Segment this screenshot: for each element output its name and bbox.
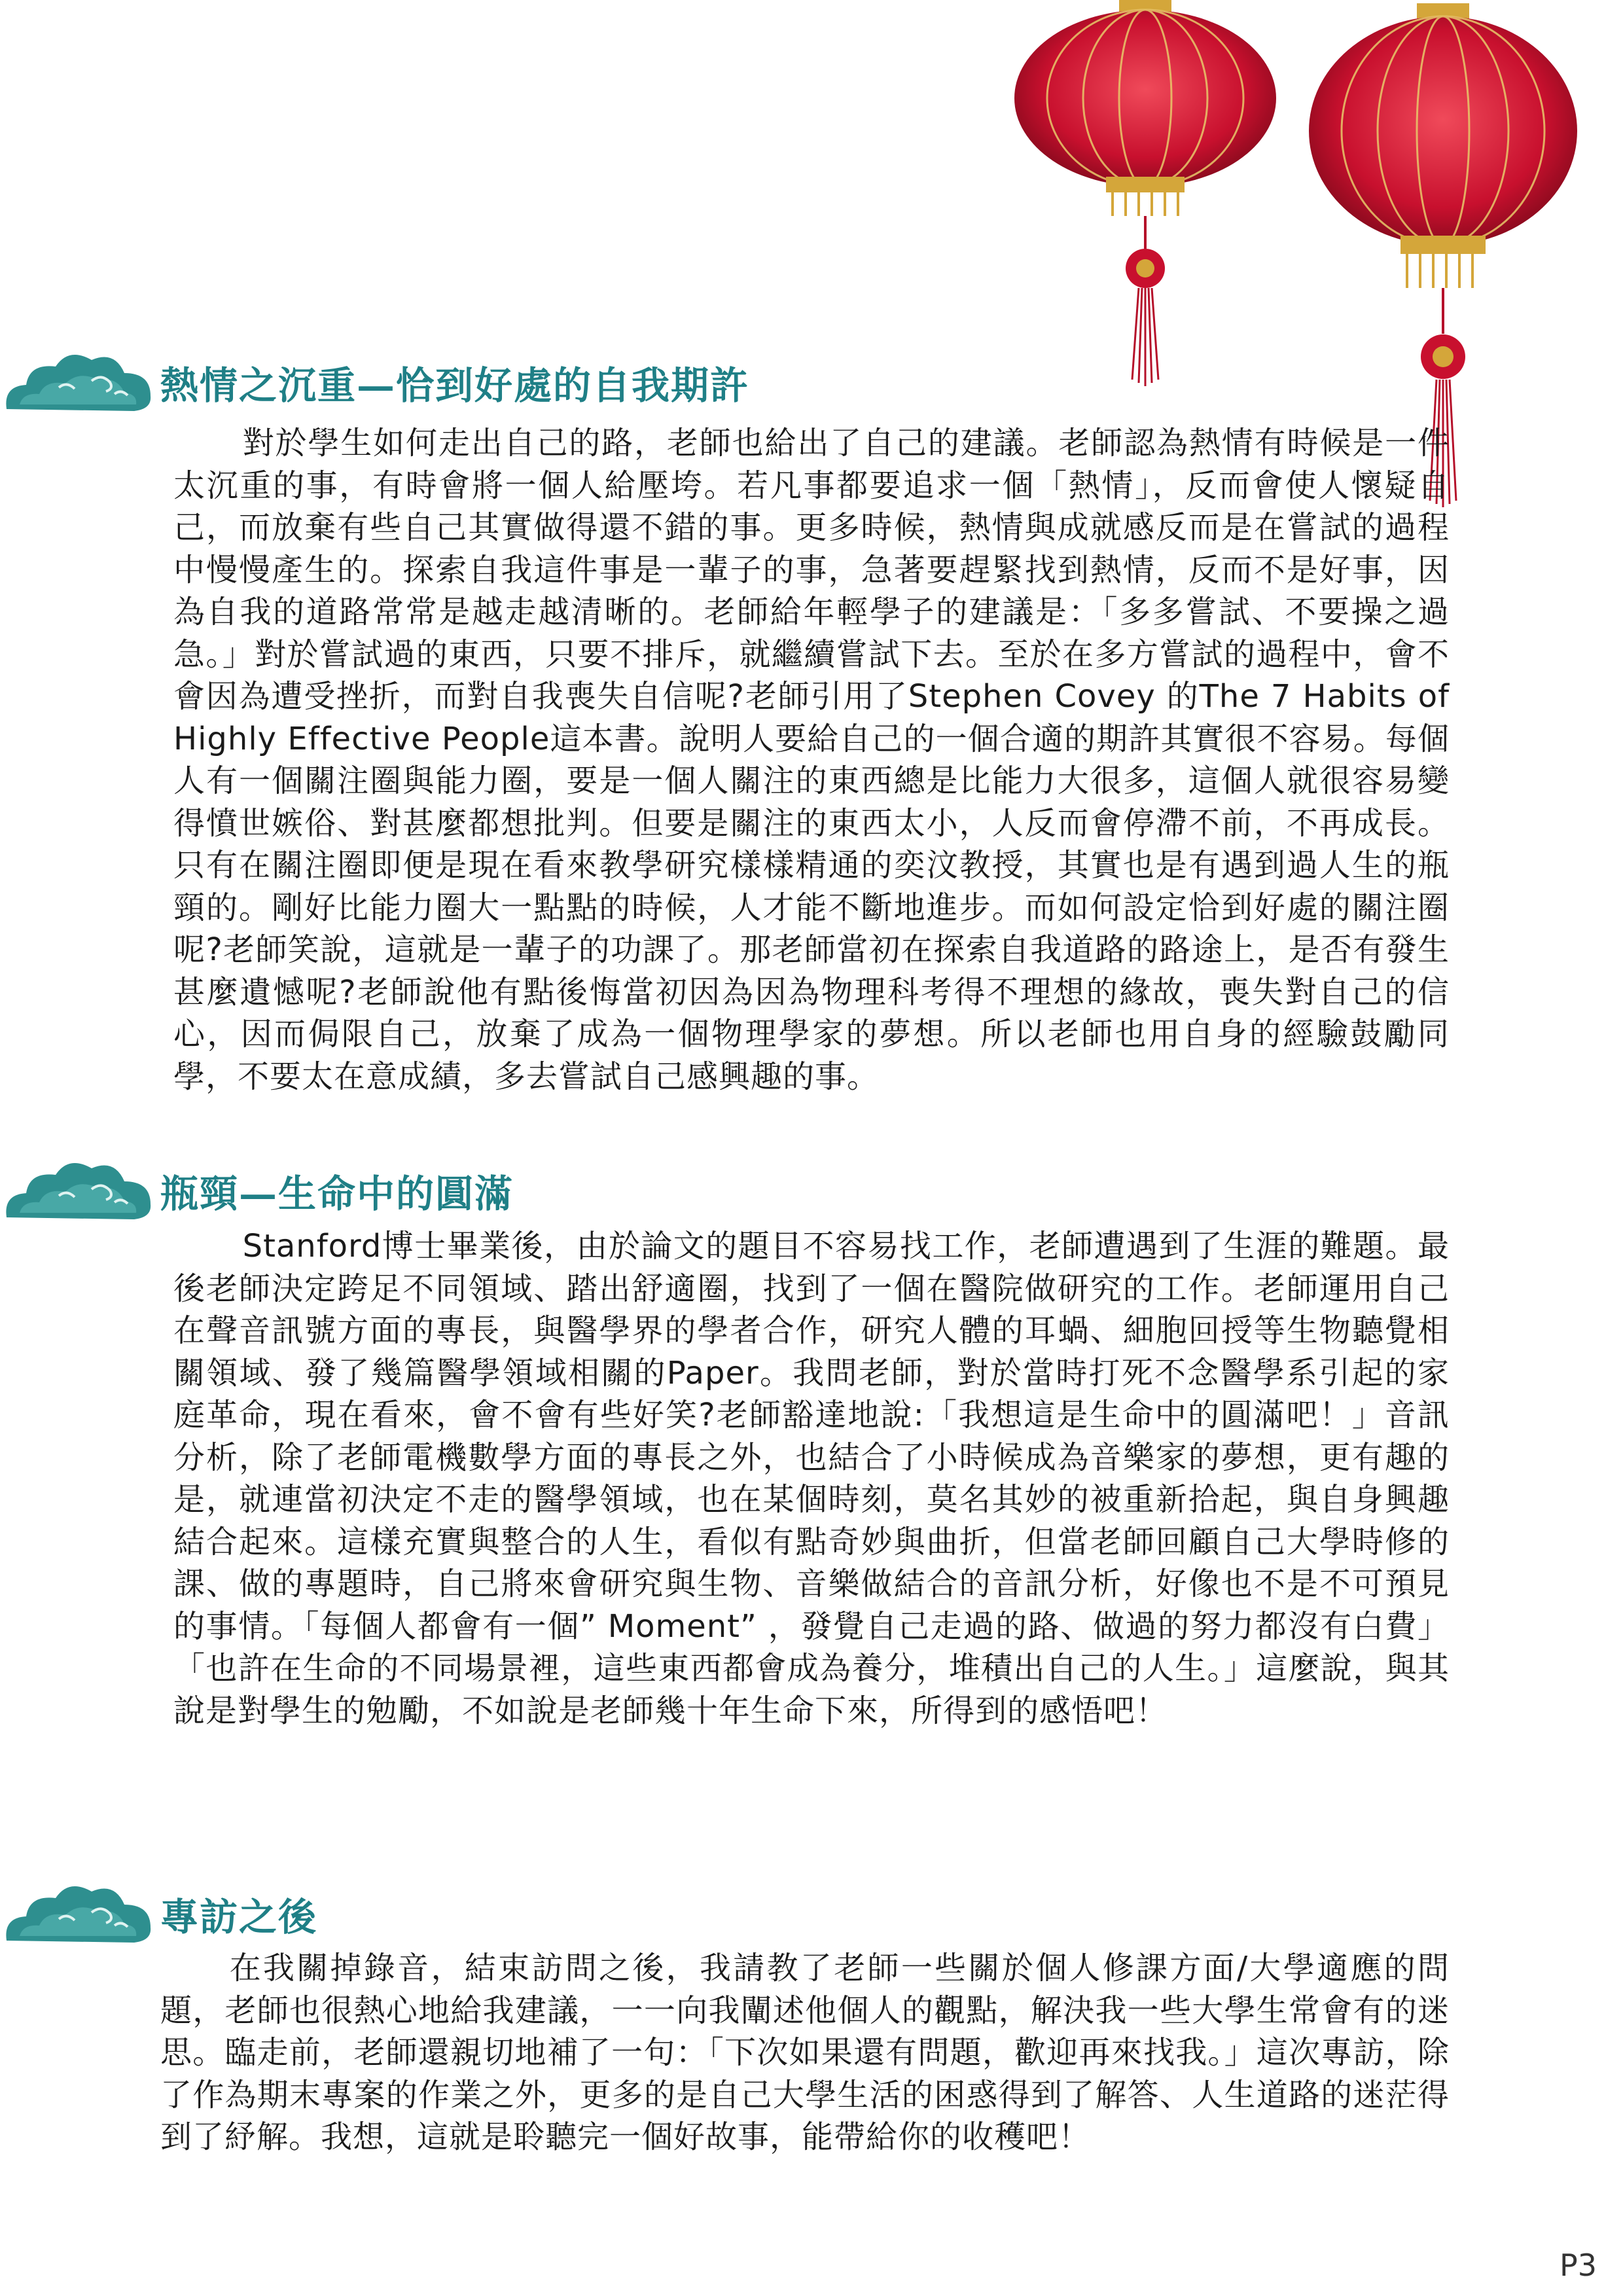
- section-body: [160, 1947, 1450, 2159]
- section-heading-row: [0, 340, 1623, 432]
- cloud-ornament-icon: [0, 1872, 157, 1950]
- section-body: [173, 422, 1450, 1098]
- cloud-ornament-icon: [0, 1149, 157, 1227]
- section-body: [173, 1225, 1450, 1732]
- section-heading: 專訪之後: [160, 1895, 318, 1939]
- section-heading: 熱情之沉重—恰到好處的自我期許: [160, 363, 750, 408]
- paragraph: 對於學生如何走出自己的路，老師也給出了自己的建議。老師認為熱情有時候是一件太沉重的事，有時會將一個人給壓垮。若凡事都要追求一個「熱情」，反而會使人懷疑自己，而放棄有些自己其實做得還不錯的事。更多時候，熱情與成就感反而是在嘗試的過程中慢慢產生的。探索自我這件事是一輩子的事，急著要趕緊找到熱情，反而不是好事，因為自我的道路常常是越走越清晰的。老師給年輕學子的建議是：「多多嘗試、不要操之過急。」對於嘗試過的東西，只要不排斥，就繼續嘗試下去。至於在多方嘗試的過程中，會不會因為遭受挫折，而對自我喪失自信呢?老師引用了Stephen Covey 的The 7 Habits of Highly Effective People這本書。說明人要給自己的一個合適的期許其實很不容易。每個人有一個關注圈與能力圈，要是一個人關注的東西總是比能力大很多，這個人就很容易變得憤世嫉俗、對甚麼都想批判。但要是關注的東西太小，人反而會停滯不前，不再成長。只有在關注圈即便是現在看來教學研究樣樣精通的奕汶教授，其實也是有遇到過人生的瓶頸的。剛好比能力圈大一點點的時候，人才能不斷地進步。而如何設定恰到好處的關注圈呢?老師笑說，這就是一輩子的功課了。那老師當初在探索自我道路的路途上，是否有發生甚麼遺憾呢?老師說他有點後悔當初因為因為物理科考得不理想的緣故，喪失對自己的信心，因而侷限自己，放棄了成為一個物理學家的夢想。所以老師也用自身的經驗鼓勵同學，不要太在意成績，多去嘗試自己感興趣的事。: [173, 425, 1450, 1095]
- section-heading: 瓶頸—生命中的圓滿: [160, 1172, 514, 1216]
- paragraph: 在我關掉錄音，結束訪問之後，我請教了老師一些關於個人修課方面/大學適應的問題，老師也很熱心地給我建議，一一向我闡述他個人的觀點，解決我一些大學生常會有的迷思。臨走前，老師還親切地補了一句：「下次如果還有問題，歡迎再來找我。」這次專訪，除了作為期末專案的作業之外，更多的是自己大學生活的困惑得到了解答、人生道路的迷茫得到了紓解。我想，這就是聆聽完一個好故事，能帶給你的收穫吧！: [160, 1950, 1450, 2155]
- paragraph: Stanford博士畢業後，由於論文的題目不容易找工作，老師遭遇到了生涯的難題。最後老師決定跨足不同領域、踏出舒適圈，找到了一個在醫院做研究的工作。老師運用自己在聲音訊號方面的專長，與醫學界的學者合作，研究人體的耳蝸、細胞回授等生物聽覺相關領域、發了幾篇醫學領域相關的Paper。我問老師，對於當時打死不念醫學系引起的家庭革命，現在看來，會不會有些好笑?老師豁達地說:「我想這是生命中的圓滿吧！」音訊分析，除了老師電機數學方面的專長之外，也結合了小時候成為音樂家的夢想，更有趣的是，就連當初決定不走的醫學領域，也在某個時刻，莫名其妙的被重新拾起，與自身興趣結合起來。這樣充實與整合的人生，看似有點奇妙與曲折，但當老師回顧自己大學時修的課、做的專題時，自己將來會研究與生物、音樂做結合的音訊分析，好像也不是不可預見的事情。「每個人都會有一個” Moment” ，發覺自己走過的路、做過的努力都沒有白費」「也許在生命的不同場景裡，這些東西都會成為養分，堆積出自己的人生。」這麼說，與其說是對學生的勉勵，不如說是老師幾十年生命下來，所得到的感悟吧！: [173, 1228, 1450, 1729]
- lantern-left-icon: [1008, 0, 1283, 393]
- cloud-ornament-icon: [0, 340, 157, 419]
- page-number: P3: [1559, 2248, 1597, 2283]
